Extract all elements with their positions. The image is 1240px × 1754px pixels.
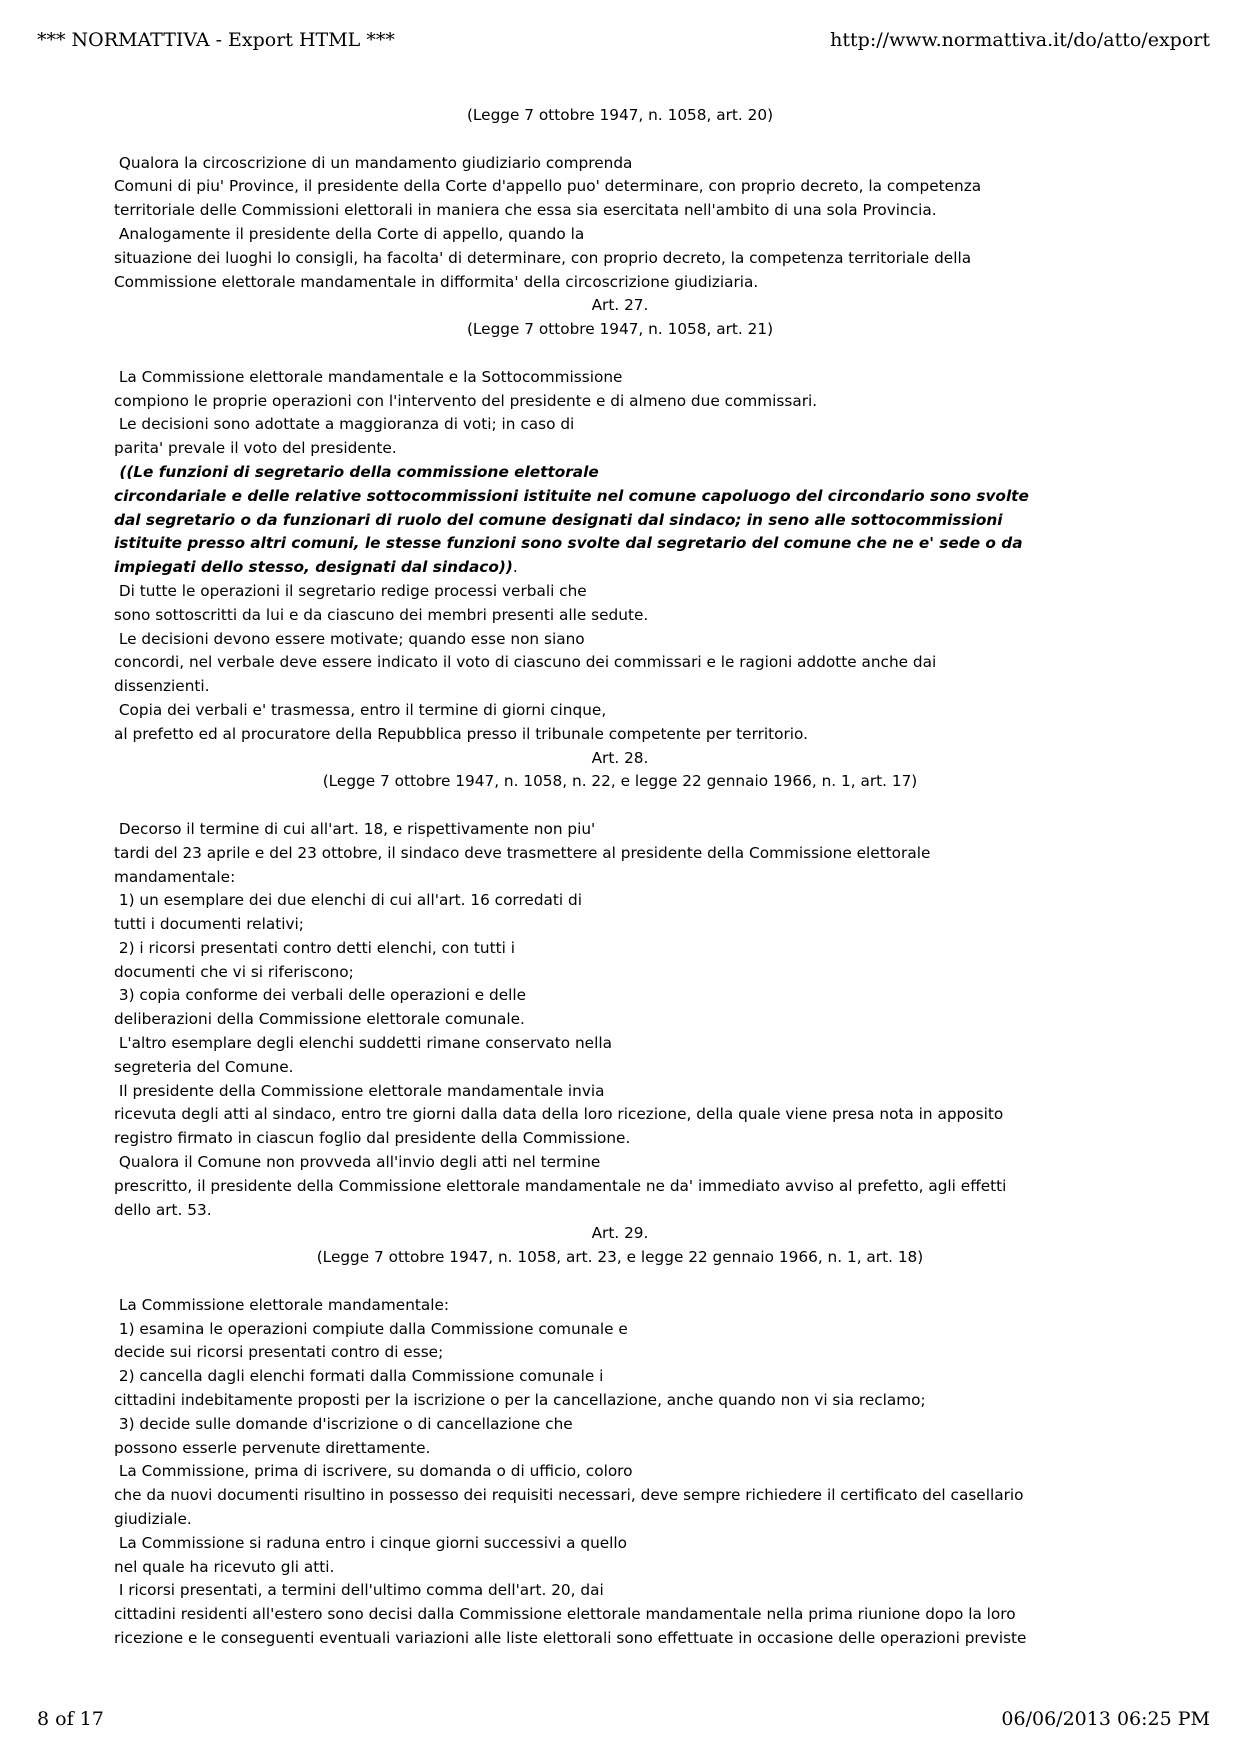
text-line [114,1532,1126,1556]
text-line [114,199,1126,223]
text-line [114,842,1126,866]
line-text: situazione dei luoghi lo consigli, ha facolta' di determinare, con proprio decreto, la competenza territoriale della [114,248,972,267]
amended-text: impiegati dello stesso, designati dal sindaco)) [114,558,513,577]
amended-text: istituite presso altri comuni, le stesse funzioni sono svolte dal segretario del comune che ne e' sede o da [114,534,1023,553]
line-text: L'altro esemplare degli elenchi suddetti rimane conservato nella [114,1034,612,1053]
text-line [114,247,1126,271]
line-text: 3) decide sulle domande d'iscrizione o di cancellazione che [114,1414,573,1433]
text-line [114,1341,1126,1365]
line-text: al prefetto ed al procuratore della Repubblica presso il tribunale competente per territorio. [114,724,808,743]
line-text: La Commissione elettorale mandamentale: [114,1295,450,1314]
text-line [114,1579,1126,1603]
line-text: possono esserle pervenute direttamente. [114,1438,431,1457]
text-line [114,1460,1126,1484]
line-text: Qualora il Comune non provveda all'invio degli atti nel termine [114,1153,601,1172]
text-line [114,413,1126,437]
amended-text: circondariale e delle relative sottocommissioni istituite nel comune capoluogo del circondario sono svolte [114,486,1029,505]
amended-text: dal segretario o da funzionari di ruolo del comune designati dal sindaco; in seno alle sottocommissioni [114,510,1003,529]
text-line [114,937,1126,961]
line-text: 2) cancella dagli elenchi formati dalla Commissione comunale i [114,1367,604,1386]
text-line [114,509,1126,533]
line-text: Il presidente della Commissione elettorale mandamentale invia [114,1081,605,1100]
text-line [114,532,1126,556]
line-text: compiono le proprie operazioni con l'intervento del presidente e di almeno due commissari. [114,391,818,410]
line-text: 3) copia conforme dei verbali delle operazioni e delle [114,986,527,1005]
article-heading [114,747,1126,771]
text-line [114,223,1126,247]
text-line [114,1294,1126,1318]
line-text: giudiziale. [114,1510,192,1529]
line-text: Le decisioni devono essere motivate; quando esse non siano [114,629,585,648]
text-line [114,1151,1126,1175]
line-text: La Commissione, prima di iscrivere, su domanda o di ufficio, coloro [114,1462,633,1481]
line-text: Qualora la circoscrizione di un mandamento giudiziario comprenda [114,153,633,172]
text-line [114,485,1126,509]
line-text: registro firmato in ciascun foglio dal presidente della Commissione. [114,1129,631,1148]
line-text: tutti i documenti relativi; [114,915,304,934]
line-text: parita' prevale il voto del presidente. [114,439,397,458]
text-line [114,723,1126,747]
line-text: nel quale ha ricevuto gli atti. [114,1557,335,1576]
line-text: dello art. 53. [114,1200,212,1219]
line-text: Copia dei verbali e' trasmessa, entro il termine di giorni cinque, [114,700,607,719]
line-text: 1) esamina le operazioni compiute dalla Commissione comunale e [114,1319,628,1338]
line-text: 1) un esemplare dei due elenchi di cui all'art. 16 corredati di [114,891,582,910]
line-text: Analogamente il presidente della Corte di appello, quando la [114,224,585,243]
line-text: Art. 28. [591,748,649,767]
line-tail: . [512,558,518,577]
text-line [114,1556,1126,1580]
text-line [114,461,1126,485]
text-line [114,1508,1126,1532]
line-text: segreteria del Comune. [114,1057,294,1076]
text-line [114,1056,1126,1080]
line-text: Di tutte le operazioni il segretario redige processi verbali che [114,581,587,600]
line-text: Comuni di piu' Province, il presidente della Corte d'appello puo' determinare, con proprio decreto, la competenza [114,177,982,196]
line-text: 2) i ricorsi presentati contro detti elenchi, con tutti i [114,938,515,957]
text-line [114,1389,1126,1413]
text-line [114,1318,1126,1342]
text-line [114,1484,1126,1508]
text-line [114,651,1126,675]
text-line [114,889,1126,913]
line-text: ricevuta degli atti al sindaco, entro tre giorni dalla data della loro ricezione, della quale viene presa nota in apposito [114,1105,1004,1124]
line-text: I ricorsi presentati, a termini dell'ultimo comma dell'art. 20, dai [114,1581,604,1600]
text-line [114,580,1126,604]
line-text: documenti che vi si riferiscono; [114,962,354,981]
line-text: cittadini residenti all'estero sono decisi dalla Commissione elettorale mandamentale nella prima riunione dopo la loro [114,1605,1016,1624]
article-heading [114,1222,1126,1246]
text-line [114,628,1126,652]
blank-line [114,794,1126,818]
line-text: deliberazioni della Commissione elettorale comunale. [114,1010,525,1029]
text-line [114,818,1126,842]
line-text: territoriale delle Commissioni elettorali in maniera che essa sia esercitata nell'ambito di una sola Provincia. [114,201,937,220]
line-text: Commissione elettorale mandamentale in difformita' della circoscrizione giudiziaria. [114,272,759,291]
article-heading [114,318,1126,342]
article-heading [114,1246,1126,1270]
text-line [114,604,1126,628]
text-line [114,1008,1126,1032]
line-text: dissenzienti. [114,677,210,696]
text-line [114,390,1126,414]
print-header-url: http://www.normattiva.it/do/atto/export [830,29,1210,51]
blank-line [114,128,1126,152]
text-line [114,1627,1126,1651]
line-text: concordi, nel verbale deve essere indicato il voto di ciascuno dei commissari e le ragioni addotte anche dai [114,653,937,672]
text-line [114,1175,1126,1199]
line-text: Art. 29. [591,1224,649,1243]
text-line [114,675,1126,699]
text-line [114,1032,1126,1056]
text-line [114,437,1126,461]
text-line [114,913,1126,937]
line-text: (Legge 7 ottobre 1947, n. 1058, n. 22, e legge 22 gennaio 1966, n. 1, art. 17) [322,772,918,791]
blank-line [114,1270,1126,1294]
text-line [114,1080,1126,1104]
print-timestamp: 06/06/2013 06:25 PM [1001,1708,1210,1730]
line-text: (Legge 7 ottobre 1947, n. 1058, art. 20) [466,106,774,124]
text-line [114,1365,1126,1389]
text-line [114,556,1126,580]
text-line [114,152,1126,176]
blank-line [114,342,1126,366]
line-text: ricezione e le conseguenti eventuali variazioni alle liste elettorali sono effettuate in occasione delle operazioni previste [114,1629,1027,1647]
text-line [114,1103,1126,1127]
line-text: (Legge 7 ottobre 1947, n. 1058, art. 21) [466,320,774,339]
text-line [114,1199,1126,1223]
line-text: che da nuovi documenti risultino in possesso dei requisiti necessari, deve sempre richiedere il certificato del casellario [114,1486,1024,1505]
line-text: La Commissione elettorale mandamentale e la Sottocommissione [114,367,623,386]
print-header-title: *** NORMATTIVA - Export HTML *** [37,29,395,51]
text-line [114,1437,1126,1461]
page-number: 8 of 17 [37,1708,104,1730]
text-line [114,271,1126,295]
text-line [114,1603,1126,1627]
line-text: prescritto, il presidente della Commissione elettorale mandamentale ne da' immediato avviso al prefetto, agli effetti [114,1176,1007,1195]
line-text: mandamentale: [114,867,236,886]
text-line [114,175,1126,199]
article-heading [114,294,1126,318]
text-line [114,1413,1126,1437]
line-text: Art. 27. [591,296,649,315]
line-text: (Legge 7 ottobre 1947, n. 1058, art. 23, e legge 22 gennaio 1966, n. 1, art. 18) [316,1248,924,1267]
text-line [114,984,1126,1008]
text-line [114,961,1126,985]
line-text: tardi del 23 aprile e del 23 ottobre, il sindaco deve trasmettere al presidente della Commissione elettorale [114,843,931,862]
line-text: decide sui ricorsi presentati contro di esse; [114,1343,444,1362]
line-text: Decorso il termine di cui all'art. 18, e rispettivamente non piu' [114,819,596,838]
article-heading [114,104,1126,128]
text-line [114,866,1126,890]
text-line [114,699,1126,723]
text-line [114,1127,1126,1151]
document-body [114,104,1126,1651]
line-text: sono sottoscritti da lui e da ciascuno dei membri presenti alle sedute. [114,605,649,624]
line-text: La Commissione si raduna entro i cinque giorni successivi a quello [114,1533,628,1552]
text-line [114,366,1126,390]
line-text: cittadini indebitamente proposti per la iscrizione o per la cancellazione, anche quando non vi sia reclamo; [114,1391,926,1410]
line-text: Le decisioni sono adottate a maggioranza di voti; in caso di [114,415,575,434]
amended-text: ((Le funzioni di segretario della commissione elettorale [114,462,599,481]
article-heading [114,770,1126,794]
